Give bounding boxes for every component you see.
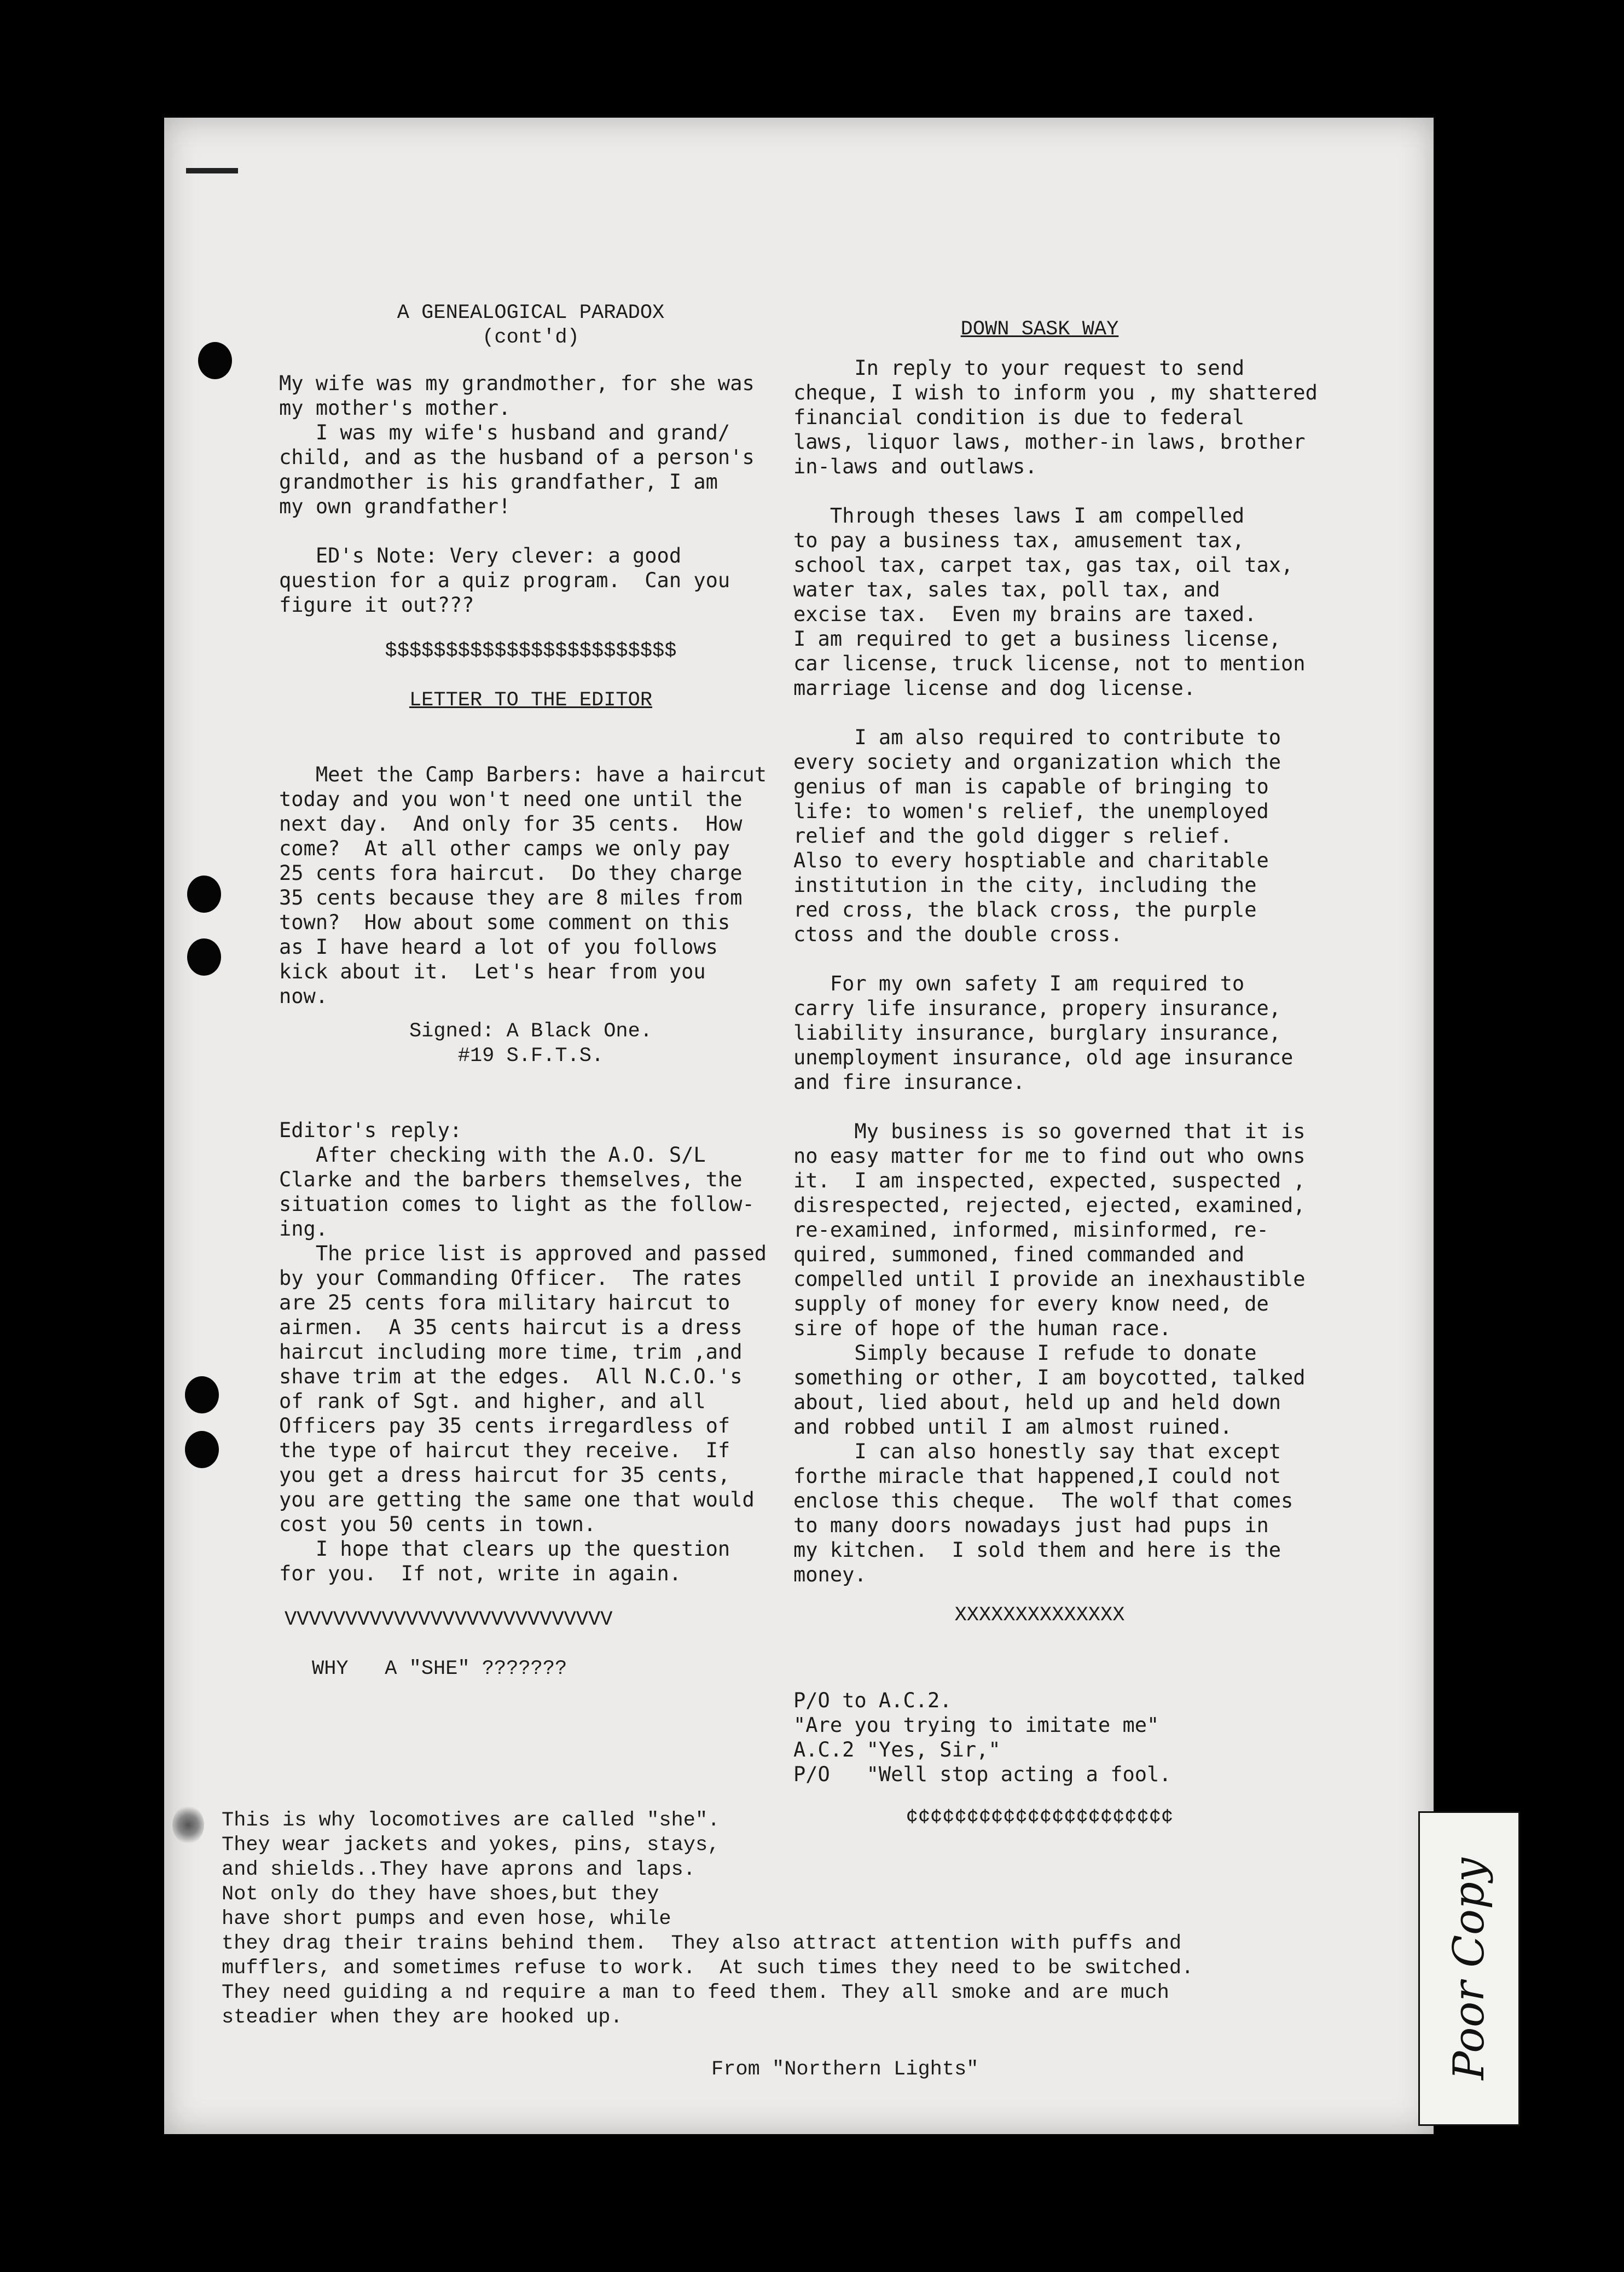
letter-body: Meet the Camp Barbers: have a haircut today and you won't need one until the next day. And only for 35 cents. How come? At all other camps we only pay 25 cents fora haircut. Do they charge 35 cents because they are 8 miles from town? How about some comment on this as I have heard a lot of you follows kick about it. Let's hear from you now. bbox=[279, 763, 767, 1008]
editor-reply: Editor's reply: After checking with the A.O. S/L Clarke and the barbers themselves, the situation comes to light as the follow- ing. The price list is approved and passed by your Commanding Officer. The rates are 25 cents fora military haircut to airmen. A 35 cents haircut is a dress haircut including more time, trim ,and shave trim at the edges. All N.C.O.'s of rank of Sgt. and higher, and all Officers pay 35 cents irregardless of the type of haircut they receive. If you get a dress haircut for 35 cents, you are getting the same one that would cost you 50 cents in town. I hope that clears up the question for you. If not, write in again. bbox=[279, 1118, 767, 1585]
right-column bbox=[793, 317, 1423, 1830]
document-page bbox=[164, 118, 1434, 2134]
scribble-divider: ¢¢¢¢¢¢¢¢¢¢¢¢¢¢¢¢¢¢¢¢¢¢ bbox=[906, 1806, 1174, 1829]
x-divider: XXXXXXXXXXXXXX bbox=[954, 1604, 1125, 1627]
punch-hole bbox=[185, 1376, 219, 1413]
source-credit: From "Northern Lights" bbox=[711, 2058, 979, 2081]
po-joke: P/O to A.C.2. "Are you trying to imitate me" A.C.2 "Yes, Sir," P/O "Well stop acting a fool. bbox=[793, 1689, 1171, 1786]
sask-body: In reply to your request to send cheque, I wish to inform you , my shattered financial condition is due to federal laws, liquor laws, mother-in laws, brother in-laws and outlaws. Through theses laws I am compelled to pay a business tax, amusement tax, school tax, carpet tax, gas tax, oil tax, water tax, sales tax, poll tax, and excise tax. Even my brains are taxed. I am required to get a business license, car license, truck license, not to mention marriage license and dog license. I am also required to contribute to every society and organization which the genius of man is capable of bringing to life: to women's relief, the unemployed relief and the gold digger s relief. Also to every hosptiable and charitable institution in the city, including the red cross, the black cross, the purple ctoss and the double cross. For my own safety I am required to carry life insurance, propery insurance, liability insurance, burglary insurance, unemployment insurance, old age insurance and fire insurance. My business is so governed that it is no easy matter for me to find out who owns it. I am inspected, expected, suspected , disrespected, rejected, ejected, examined, re-examined, informed, misinformed, re- quired, summoned, fined commanded and compelled until I provide an inexhaustible supply of money for every know need, de sire of hope of the human race. Simply because I refude to donate something or other, I am boycotted, talked about, lied about, held up and held down and robbed until I am almost ruined. I can also honestly say that except forthe miracle that happened,I could not enclose this cheque. The wolf that comes to many doors nowadays just had pups in my kitchen. I sold them and here is the money. bbox=[793, 356, 1318, 1586]
punch-hole bbox=[185, 1431, 219, 1468]
stamp-label: Poor Copy bbox=[1445, 1857, 1494, 2080]
editor-note: ED's Note: Very clever: a good question for a quiz program. Can you figure it out??? bbox=[279, 544, 730, 617]
punch-hole bbox=[187, 938, 221, 976]
she-body-top: This is why locomotives are called "she". They wear jackets and yokes, pins, stays, and shields..They have aprons and laps. Not only do they have shoes,but they have short pumps and even hose, while bbox=[222, 1809, 720, 1931]
edge-mark bbox=[186, 168, 238, 173]
letter-unit: #19 S.F.T.S. bbox=[457, 1045, 604, 1068]
letter-signature: Signed: A Black One. bbox=[409, 1020, 653, 1043]
she-title: WHY A "SHE" ??????? bbox=[312, 1657, 567, 1680]
ink-smudge bbox=[172, 1806, 204, 1844]
she-body-bottom: they drag their trains behind them. They also attract attention with puffs and mufflers, and sometimes refuse to work. At such times they need to be switched. They need guiding a nd require a man to feed them. They all smoke and are much steadier when they are hooked up. bbox=[222, 1932, 1194, 2029]
v-divider: VVVVVVVVVVVVVVVVVVVVVVVVVVV bbox=[285, 1608, 613, 1631]
punch-hole bbox=[198, 342, 232, 379]
poor-copy-stamp bbox=[1418, 1811, 1520, 2126]
dollar-divider: $$$$$$$$$$$$$$$$$$$$$$$$ bbox=[385, 640, 677, 663]
letter-title: LETTER TO THE EDITOR bbox=[409, 689, 653, 712]
punch-hole bbox=[187, 876, 221, 913]
genealogy-subtitle: (cont'd) bbox=[482, 326, 579, 349]
genealogy-title: A GENEALOGICAL PARADOX bbox=[397, 302, 665, 324]
sask-title: DOWN SASK WAY bbox=[960, 318, 1119, 341]
genealogy-body: My wife was my grandmother, for she was my mother's mother. I was my wife's husband and grand/ child, and as the husband of a person's grandmother is his grandfather, I am my own grandfather! bbox=[279, 372, 755, 518]
